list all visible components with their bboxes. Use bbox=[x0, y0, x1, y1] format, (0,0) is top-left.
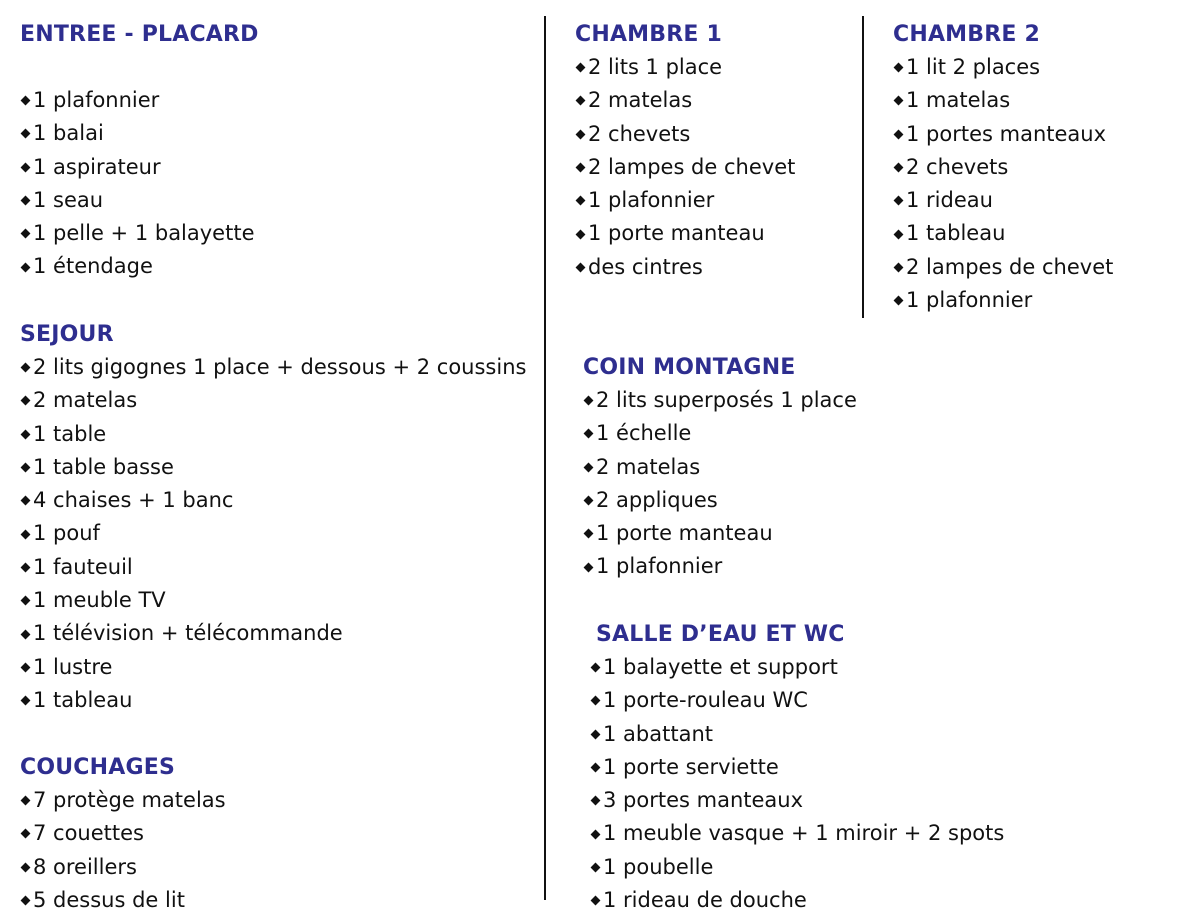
list-item-label: 2 lits 1 place bbox=[588, 55, 723, 79]
list-item-label: 1 poubelle bbox=[603, 854, 714, 879]
list-item bbox=[893, 217, 1113, 250]
section-coin-montagne bbox=[583, 351, 857, 584]
list-item-label: 1 balai bbox=[33, 121, 104, 146]
list-item-label: 1 aspirateur bbox=[33, 154, 161, 179]
list-item bbox=[590, 817, 1004, 850]
list-item-label: 1 échelle bbox=[596, 421, 692, 446]
section-chambre-2 bbox=[893, 18, 1113, 317]
diamond-bullet-icon bbox=[21, 696, 31, 706]
list-item bbox=[575, 251, 795, 284]
diamond-bullet-icon bbox=[21, 363, 31, 373]
list-item-label: 2 chevets bbox=[588, 121, 691, 146]
diamond-bullet-icon bbox=[576, 196, 586, 206]
diamond-bullet-icon bbox=[576, 262, 586, 272]
list-item bbox=[20, 217, 259, 250]
list-item-label: 2 appliques bbox=[596, 487, 718, 512]
diamond-bullet-icon bbox=[591, 862, 601, 872]
section-sejour bbox=[20, 318, 526, 717]
list-item-label: 1 tableau bbox=[906, 221, 1006, 246]
list-item bbox=[893, 118, 1113, 151]
list-item-label: 1 porte manteau bbox=[588, 221, 765, 246]
list-item-label: 2 lampes de chevet bbox=[588, 154, 796, 179]
diamond-bullet-icon bbox=[584, 562, 594, 572]
list-item-label: 2 chevets bbox=[906, 154, 1009, 179]
section-entree-placard bbox=[20, 18, 259, 284]
list-item bbox=[575, 84, 795, 117]
diamond-bullet-icon bbox=[584, 496, 594, 506]
diamond-bullet-icon bbox=[894, 296, 904, 306]
list-item bbox=[20, 117, 259, 150]
list-item-label: 1 abattant bbox=[603, 721, 713, 746]
diamond-bullet-icon bbox=[894, 63, 904, 73]
list-item bbox=[575, 217, 795, 250]
list-item bbox=[583, 451, 857, 484]
list-item bbox=[583, 384, 857, 417]
list-item-label: 1 plafonnier bbox=[588, 188, 715, 213]
diamond-bullet-icon bbox=[576, 229, 586, 239]
diamond-bullet-icon bbox=[21, 829, 31, 839]
list-item bbox=[590, 684, 1004, 717]
diamond-bullet-icon bbox=[584, 462, 594, 472]
diamond-bullet-icon bbox=[591, 829, 601, 839]
diamond-bullet-icon bbox=[21, 262, 31, 272]
list-item bbox=[20, 351, 526, 384]
list-item bbox=[590, 851, 1004, 884]
diamond-bullet-icon bbox=[576, 96, 586, 106]
diamond-bullet-icon bbox=[21, 562, 31, 572]
list-item bbox=[893, 51, 1113, 84]
list-item bbox=[575, 184, 795, 217]
list-item bbox=[893, 151, 1113, 184]
list-item bbox=[20, 617, 526, 650]
list-item-label: 7 protège matelas bbox=[33, 788, 226, 812]
diamond-bullet-icon bbox=[21, 229, 31, 239]
list-item-label: 2 lampes de chevet bbox=[906, 254, 1114, 279]
list-item bbox=[20, 884, 226, 917]
list-item-label: des cintres bbox=[588, 254, 703, 279]
list-item bbox=[20, 151, 259, 184]
list-item bbox=[20, 584, 526, 617]
list-item-label: 1 télévision + télécommande bbox=[33, 621, 343, 646]
diamond-bullet-icon bbox=[584, 429, 594, 439]
diamond-bullet-icon bbox=[21, 129, 31, 139]
section-title-couchages: COUCHAGES bbox=[20, 755, 176, 780]
section-title-entree: ENTREE - PLACARD bbox=[20, 22, 259, 47]
diamond-bullet-icon bbox=[591, 729, 601, 739]
list-item-label: 1 balayette et support bbox=[603, 655, 838, 679]
list-item bbox=[20, 84, 259, 117]
list-item bbox=[20, 684, 526, 717]
list-item-label: 2 matelas bbox=[33, 388, 138, 413]
list-couchages bbox=[20, 784, 226, 917]
list-item-label: 1 table bbox=[33, 421, 107, 446]
list-item-label: 1 pouf bbox=[33, 521, 100, 546]
list-item-label: 1 seau bbox=[33, 187, 104, 212]
diamond-bullet-icon bbox=[894, 196, 904, 206]
section-salle-eau-wc bbox=[590, 618, 1004, 917]
list-item bbox=[583, 517, 857, 550]
list-item bbox=[583, 484, 857, 517]
list-item-label: 1 meuble TV bbox=[33, 588, 166, 613]
diamond-bullet-icon bbox=[576, 129, 586, 139]
diamond-bullet-icon bbox=[21, 896, 31, 906]
list-item-label: 1 rideau de douche bbox=[603, 888, 807, 913]
section-chambre-1 bbox=[575, 18, 795, 284]
section-couchages bbox=[20, 751, 226, 917]
list-item-label: 1 rideau bbox=[906, 188, 993, 213]
column-divider-chambres bbox=[862, 16, 864, 318]
list-item-label: 4 chaises + 1 banc bbox=[33, 488, 234, 513]
diamond-bullet-icon bbox=[584, 396, 594, 406]
list-item bbox=[575, 118, 795, 151]
list-item bbox=[20, 184, 259, 217]
diamond-bullet-icon bbox=[591, 896, 601, 906]
list-item bbox=[575, 51, 795, 84]
list-item bbox=[20, 451, 526, 484]
list-item bbox=[590, 718, 1004, 751]
list-item-label: 1 plafonnier bbox=[596, 554, 723, 579]
list-item bbox=[590, 884, 1004, 917]
list-item-label: 1 pelle + 1 balayette bbox=[33, 221, 255, 246]
section-title-sejour: SEJOUR bbox=[20, 322, 114, 347]
diamond-bullet-icon bbox=[894, 262, 904, 272]
list-item bbox=[893, 184, 1113, 217]
list-item bbox=[20, 551, 526, 584]
list-item bbox=[20, 484, 526, 517]
list-item-label: 2 lits gigognes 1 place + dessous + 2 coussins bbox=[33, 355, 527, 379]
list-item-label: 1 porte-rouleau WC bbox=[603, 688, 808, 713]
list-item-label: 1 meuble vasque + 1 miroir + 2 spots bbox=[603, 821, 1005, 846]
list-item bbox=[20, 517, 526, 550]
list-item-label: 1 plafonnier bbox=[906, 288, 1033, 313]
diamond-bullet-icon bbox=[591, 796, 601, 806]
list-item bbox=[583, 550, 857, 583]
diamond-bullet-icon bbox=[21, 463, 31, 473]
diamond-bullet-icon bbox=[21, 796, 31, 806]
list-item bbox=[590, 651, 1004, 684]
list-item bbox=[20, 250, 259, 283]
list-item-label: 2 matelas bbox=[588, 88, 693, 113]
list-item-label: 5 dessus de lit bbox=[33, 887, 185, 912]
list-chambre-1 bbox=[575, 51, 795, 284]
diamond-bullet-icon bbox=[21, 429, 31, 439]
list-item-label: 1 plafonnier bbox=[33, 88, 160, 112]
list-item bbox=[20, 851, 226, 884]
list-item bbox=[20, 384, 526, 417]
diamond-bullet-icon bbox=[591, 763, 601, 773]
list-item bbox=[20, 651, 526, 684]
list-item bbox=[583, 417, 857, 450]
list-item bbox=[893, 251, 1113, 284]
list-sejour bbox=[20, 351, 526, 717]
diamond-bullet-icon bbox=[21, 396, 31, 406]
list-item-label: 2 lits superposés 1 place bbox=[596, 388, 857, 412]
diamond-bullet-icon bbox=[21, 662, 31, 672]
list-salle-eau bbox=[590, 651, 1004, 917]
diamond-bullet-icon bbox=[591, 663, 601, 673]
list-item bbox=[20, 784, 226, 817]
list-item-label: 1 fauteuil bbox=[33, 554, 133, 579]
diamond-bullet-icon bbox=[21, 862, 31, 872]
list-item bbox=[20, 418, 526, 451]
diamond-bullet-icon bbox=[576, 63, 586, 73]
diamond-bullet-icon bbox=[21, 96, 31, 106]
section-title-coin-montagne: COIN MONTAGNE bbox=[583, 355, 796, 380]
diamond-bullet-icon bbox=[21, 196, 31, 206]
list-item bbox=[590, 784, 1004, 817]
column-divider-main bbox=[544, 16, 546, 900]
diamond-bullet-icon bbox=[21, 596, 31, 606]
list-item-label: 1 table basse bbox=[33, 454, 174, 479]
list-item-label: 1 matelas bbox=[906, 88, 1011, 113]
diamond-bullet-icon bbox=[894, 229, 904, 239]
list-item-label: 7 couettes bbox=[33, 821, 144, 846]
diamond-bullet-icon bbox=[21, 496, 31, 506]
list-item-label: 1 porte serviette bbox=[603, 754, 779, 779]
section-title-chambre-2: CHAMBRE 2 bbox=[893, 22, 1040, 47]
list-item bbox=[20, 817, 226, 850]
diamond-bullet-icon bbox=[584, 529, 594, 539]
list-item-label: 1 tableau bbox=[33, 687, 133, 712]
list-entree bbox=[20, 84, 259, 284]
list-coin-montagne bbox=[583, 384, 857, 584]
list-item-label: 1 porte manteau bbox=[596, 521, 773, 546]
list-item bbox=[590, 751, 1004, 784]
list-item-label: 2 matelas bbox=[596, 454, 701, 479]
list-item-label: 1 étendage bbox=[33, 254, 153, 279]
list-item-label: 1 lit 2 places bbox=[906, 55, 1041, 79]
list-item-label: 3 portes manteaux bbox=[603, 788, 804, 813]
list-item bbox=[575, 151, 795, 184]
diamond-bullet-icon bbox=[894, 129, 904, 139]
list-item-label: 1 lustre bbox=[33, 654, 113, 679]
list-chambre-2 bbox=[893, 51, 1113, 317]
diamond-bullet-icon bbox=[21, 629, 31, 639]
section-title-salle-eau: SALLE D’EAU ET WC bbox=[596, 622, 845, 647]
section-title-chambre-1: CHAMBRE 1 bbox=[575, 22, 722, 47]
diamond-bullet-icon bbox=[21, 162, 31, 172]
diamond-bullet-icon bbox=[21, 529, 31, 539]
diamond-bullet-icon bbox=[894, 96, 904, 106]
list-item-label: 8 oreillers bbox=[33, 854, 137, 879]
diamond-bullet-icon bbox=[576, 163, 586, 173]
list-item bbox=[893, 84, 1113, 117]
diamond-bullet-icon bbox=[894, 163, 904, 173]
list-item-label: 1 portes manteaux bbox=[906, 121, 1107, 146]
list-item bbox=[893, 284, 1113, 317]
diamond-bullet-icon bbox=[591, 696, 601, 706]
